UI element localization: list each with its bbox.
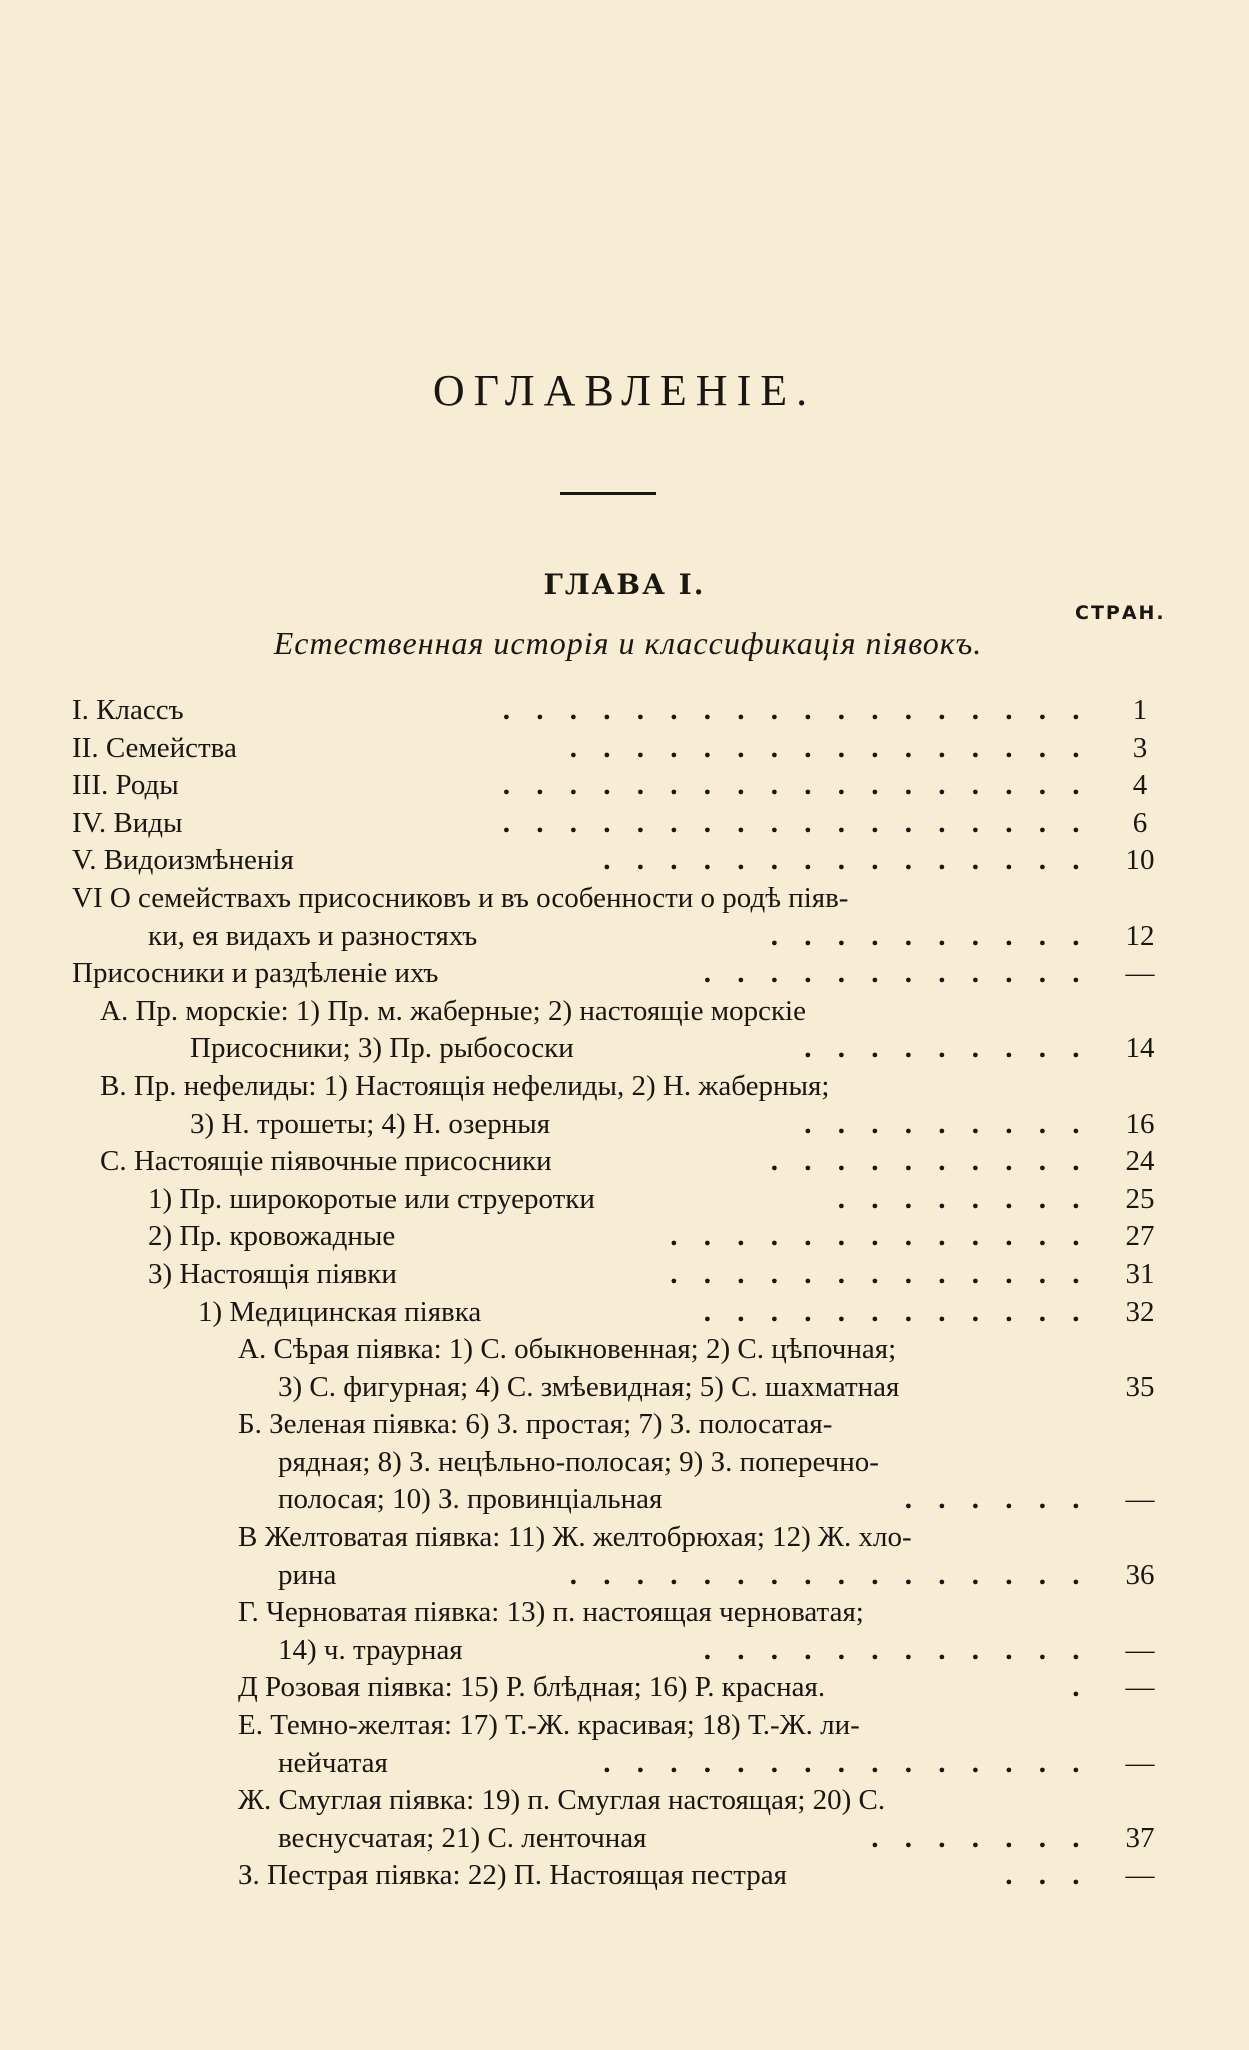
toc-page-number: 4 [1132, 769, 1148, 802]
toc-dot-leader: . . . . . . . . . . . . . . . [603, 844, 1089, 877]
toc-entry-text: веснусчатая; 21) С. ленточная [278, 1821, 647, 1854]
toc-page-number: 36 [1125, 1558, 1155, 1591]
toc-dot-leader: . . . . . . . . . . [770, 1145, 1089, 1178]
toc-entry [0, 1519, 1249, 1557]
toc-entry-text: 1) Медицинская піявка [198, 1295, 482, 1328]
toc-entry [0, 730, 1249, 768]
toc-entry-text: II. Семейства [72, 731, 237, 764]
toc-entry [0, 1745, 1249, 1783]
toc-entry-text: Д Розовая піявка: 15) Р. блѣдная; 16) Р. красная. [238, 1671, 826, 1704]
toc-dot-leader: . [1072, 1671, 1089, 1704]
toc-entry [0, 1181, 1249, 1219]
toc-entry [0, 1444, 1249, 1482]
toc-dot-leader: . . . . . . . . . . . . . [670, 1220, 1089, 1253]
toc-page-number: — [1125, 1483, 1155, 1516]
toc-dot-leader: . . . . . . . . . . . . . . . . . . [502, 769, 1089, 802]
title-rule [560, 492, 656, 495]
toc-entry-text: Присосники и раздѣленіе ихъ [72, 957, 439, 990]
toc-entry [0, 1820, 1249, 1858]
toc-entry [0, 767, 1249, 805]
toc-entry [0, 1030, 1249, 1068]
toc-entry [0, 1294, 1249, 1332]
toc-dot-leader: . . . . . . . . . . . . . [670, 1257, 1089, 1290]
toc-entry [0, 1068, 1249, 1106]
toc-page-number: 37 [1125, 1821, 1155, 1854]
toc-entry-text: нейчатая [278, 1746, 388, 1779]
toc-dot-leader: . . . . . . [904, 1483, 1089, 1516]
toc-entry-text: рядная; 8) З. нецѣльно-полосая; 9) З. поперечно- [278, 1445, 879, 1478]
toc-entry-text: В. Пр. нефелиды: 1) Настоящія нефелиды, 2) Н. жаберныя; [100, 1069, 830, 1102]
toc-dot-leader: . . . . . . . . . . . . . . . [603, 1746, 1089, 1779]
toc-entry [0, 918, 1249, 956]
toc-entry-text: В Желтоватая піявка: 11) Ж. желтобрюхая; 12) Ж. хло- [238, 1521, 912, 1554]
toc-entry-text: А. Сѣрая піявка: 1) С. обыкновенная; 2) С. цѣпочная; [238, 1333, 897, 1366]
chapter-subtitle: Естественная исторія и классификація піявокъ. [273, 625, 983, 661]
toc-entry [0, 1331, 1249, 1369]
toc-page-number: 10 [1125, 844, 1155, 877]
toc-entry [0, 1557, 1249, 1595]
toc-entry-text: Г. Черноватая піявка: 13) п. настоящая черноватая; [238, 1596, 864, 1629]
toc-entry [0, 1632, 1249, 1670]
toc-entry [0, 692, 1249, 730]
toc-dot-leader: . . . . . . . . . [804, 1032, 1089, 1065]
toc-dot-leader: . . . [1005, 1859, 1089, 1892]
table-of-contents [0, 692, 1249, 1895]
toc-entry-text: V. Видоизмѣненія [72, 844, 294, 877]
toc-page-number: — [1125, 1633, 1155, 1666]
toc-page-number: 32 [1125, 1295, 1155, 1328]
toc-dot-leader: . . . . . . . . . . . . [703, 1295, 1089, 1328]
toc-page-number: — [1125, 1671, 1155, 1704]
toc-page-number: 25 [1125, 1182, 1155, 1215]
toc-dot-leader: . . . . . . . . . . . . [703, 957, 1089, 990]
toc-entry-text: рина [278, 1558, 337, 1591]
toc-entry-text: 1) Пр. широкоротые или струеротки [148, 1182, 595, 1215]
toc-page-number: 1 [1132, 694, 1148, 726]
toc-entry-text: I. Классъ [72, 694, 184, 726]
toc-entry-text: А. Пр. морскіе: 1) Пр. м. жаберные; 2) настоящіе морскіе [100, 994, 806, 1027]
toc-entry-text: полосая; 10) З. провинціальная [278, 1483, 663, 1516]
toc-entry [0, 1218, 1249, 1256]
toc-entry [0, 1481, 1249, 1519]
toc-entry-text: ки, ея видахъ и разностяхъ [148, 919, 478, 952]
toc-dot-leader: . . . . . . . . . . . . . . . . [569, 1558, 1089, 1591]
toc-page-number: 3 [1132, 731, 1148, 764]
toc-entry [0, 1143, 1249, 1181]
toc-entry [0, 842, 1249, 880]
toc-entry [0, 1669, 1249, 1707]
toc-entry [0, 993, 1249, 1031]
toc-dot-leader: . . . . . . . . . . . . [703, 1633, 1089, 1666]
toc-entry [0, 1594, 1249, 1632]
toc-page-number: — [1125, 1746, 1155, 1779]
toc-page-number: 24 [1125, 1145, 1155, 1178]
toc-entry-text: 3) Н. трошеты; 4) Н. озерныя [190, 1107, 551, 1140]
toc-entry [0, 805, 1249, 843]
toc-entry-text: С. Настоящіе піявочные присосники [100, 1145, 552, 1178]
toc-page-number: 12 [1125, 919, 1155, 952]
toc-entry-text: Ж. Смуглая піявка: 19) п. Смуглая настоящая; 20) С. [238, 1784, 886, 1817]
toc-entry-text: IV. Виды [72, 806, 183, 839]
toc-dot-leader: . . . . . . . [871, 1821, 1089, 1854]
toc-entry [0, 1106, 1249, 1144]
toc-page-number: 14 [1125, 1032, 1155, 1065]
chapter-heading: ГЛАВА I. [543, 568, 706, 601]
toc-entry-text: III. Роды [72, 769, 179, 802]
toc-entry [0, 1256, 1249, 1294]
toc-page-number: — [1125, 957, 1155, 990]
toc-dot-leader: . . . . . . . . . . [770, 919, 1089, 952]
toc-page-number: 35 [1125, 1370, 1155, 1403]
toc-dot-leader: . . . . . . . . . . . . . . . . . . [502, 694, 1089, 726]
toc-entry-text: З. Пестрая піявка: 22) П. Настоящая пестрая [238, 1859, 787, 1892]
toc-entry [0, 1857, 1249, 1895]
toc-page-number: 27 [1125, 1220, 1155, 1253]
toc-page-number: — [1125, 1859, 1155, 1892]
toc-entry-text: Присосники; 3) Пр. рыбососки [190, 1032, 574, 1065]
toc-page-number: 6 [1132, 806, 1148, 839]
toc-entry-text: 2) Пр. кровожадные [148, 1220, 396, 1253]
toc-dot-leader: . . . . . . . . . . . . . . . . [569, 731, 1089, 764]
toc-entry-text: 3) С. фигурная; 4) С. змѣевидная; 5) С. шахматная [278, 1370, 900, 1403]
toc-entry-text: VI О семействахъ присосниковъ и въ особенности о родѣ піяв- [72, 881, 849, 914]
toc-entry [0, 880, 1249, 918]
page-title: ОГЛАВЛЕНІЕ. [432, 366, 817, 415]
toc-entry-text: 14) ч. траурная [278, 1633, 463, 1666]
toc-page-number: 31 [1125, 1257, 1155, 1290]
toc-dot-leader: . . . . . . . . . . . . . . . . . . [502, 806, 1089, 839]
toc-entry [0, 1782, 1249, 1820]
toc-dot-leader: . . . . . . . . [837, 1182, 1089, 1215]
toc-entry [0, 955, 1249, 993]
toc-entry [0, 1369, 1249, 1407]
toc-entry-text: Е. Темно-желтая: 17) Т.-Ж. красивая; 18) Т.-Ж. ли- [238, 1709, 860, 1742]
toc-page-number: 16 [1125, 1107, 1155, 1140]
toc-dot-leader: . . . . . . . . . [804, 1107, 1089, 1140]
page-column-header: СТРАН. [1075, 602, 1166, 624]
toc-entry [0, 1406, 1249, 1444]
toc-entry-text: 3) Настоящія піявки [148, 1257, 397, 1290]
toc-entry-text: Б. Зеленая піявка: 6) З. простая; 7) З. полосатая- [238, 1408, 833, 1441]
toc-entry [0, 1707, 1249, 1745]
